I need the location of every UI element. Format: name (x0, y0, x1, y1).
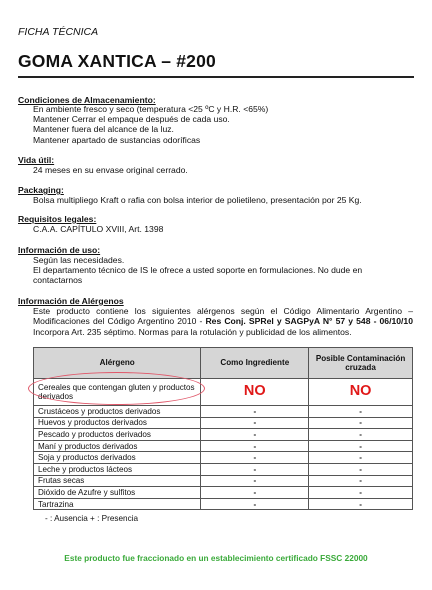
certification-footer: Este producto fue fraccionado en un establecimiento certificado FSSC 22000 (64, 553, 368, 563)
table-row (34, 487, 413, 499)
table-row (34, 452, 413, 464)
table-legend: - : Ausencia + : Presencia (45, 514, 139, 523)
usage-line: Según las necesidades. (33, 255, 125, 265)
table-row (34, 440, 413, 452)
legal-text: C.A.A. CAPÍTULO XVIII, Art. 1398 (33, 224, 164, 234)
shelf-life-text: 24 meses en su envase original cerrado. (33, 165, 188, 175)
doc-type-label: FICHA TÉCNICA (18, 26, 99, 38)
storage-line: Mantener Cerrar el empaque después de cada uso. (33, 114, 230, 125)
usage-line: contactarnos (33, 275, 83, 286)
allergen-name: Frutas secas (34, 475, 201, 487)
allergen-name: Leche y productos lácteos (34, 463, 201, 475)
cross-contamination-value: - (309, 429, 413, 441)
cross-contamination-value: - (309, 406, 413, 418)
allergen-name: Soja y productos derivados (34, 452, 201, 464)
cross-contamination-value: - (309, 440, 413, 452)
cross-contamination-value: - (309, 498, 413, 510)
table-row (34, 463, 413, 475)
page-title: GOMA XANTICA – #200 (18, 51, 216, 71)
col-header-allergen: Alérgeno (34, 348, 201, 379)
allergen-name: Pescado y productos derivados (34, 429, 201, 441)
allergens-intro-text: Incorpora Art. 235 séptimo. Normas para la rotulación y publicidad de los alimentos. (33, 326, 352, 337)
ingredient-value: - (201, 475, 309, 487)
title-divider (18, 76, 414, 78)
cross-contamination-value: NO (309, 379, 413, 406)
table-row (34, 406, 413, 418)
col-header-cross-contamination: Posible Contaminación cruzada (309, 348, 413, 379)
storage-body (33, 104, 268, 145)
packaging-text: Bolsa multipliego Kraft o rafia con bolsa interior de polietileno, presentación por 25 Kg. (33, 195, 362, 205)
storage-line: Mantener fuera del alcance de la luz. (33, 124, 174, 135)
ingredient-value: - (201, 417, 309, 429)
packaging-heading: Packaging: (18, 185, 64, 195)
table-row (34, 498, 413, 510)
storage-line: En ambiente fresco y seco (temperatura <25 ºC y H.R. <65%) (33, 104, 269, 114)
usage-body (33, 255, 362, 286)
gluten-highlight-oval (28, 372, 205, 405)
allergen-name: Dióxido de Azufre y sulfitos (34, 487, 201, 499)
cross-contamination-value: - (309, 487, 413, 499)
allergen-name: Cereales que contengan gluten y productos derivados (34, 379, 201, 406)
ingredient-value: - (201, 452, 309, 464)
ingredient-value: - (201, 498, 309, 510)
allergen-name: Tartrazina (34, 498, 201, 510)
table-row (34, 417, 413, 429)
allergens-heading: Información de Alérgenos (18, 296, 124, 306)
col-header-ingredient: Como Ingrediente (201, 348, 309, 379)
ingredient-value: - (201, 463, 309, 475)
ingredient-value: - (201, 487, 309, 499)
allergens-regulation-ref: Res Conj. SPRel y SAGPyA N° 57 y 548 - 06/10/10 (205, 316, 413, 327)
usage-line: El departamento técnico de IS le ofrece a usted soporte en formulaciones. No dude en (33, 265, 363, 276)
cross-contamination-value: - (309, 463, 413, 475)
ingredient-value: - (201, 440, 309, 452)
cross-contamination-value: - (309, 417, 413, 429)
ingredient-value: - (201, 406, 309, 418)
allergens-intro (33, 306, 413, 337)
storage-heading: Condiciones de Almacenamiento: (18, 95, 156, 105)
usage-heading: Información de uso: (18, 245, 101, 255)
allergen-name: Crustáceos y productos derivados (34, 406, 201, 418)
ingredient-value: NO (201, 379, 309, 406)
allergen-name: Huevos y productos derivados (34, 417, 201, 429)
legal-heading: Requisitos legales: (18, 214, 97, 224)
allergens-table (33, 347, 413, 510)
table-row (34, 475, 413, 487)
storage-line: Mantener apartado de sustancias odoríficas (33, 134, 201, 145)
allergens-intro-text: Este producto contiene los siguientes alérgenos según el Código Alimentario Argentino – Modificaciones del Código Argentino 2010 - (33, 306, 413, 327)
cross-contamination-value: - (309, 475, 413, 487)
allergen-name: Maní y productos derivados (34, 440, 201, 452)
ingredient-value: - (201, 429, 309, 441)
cross-contamination-value: - (309, 452, 413, 464)
shelf-life-heading: Vida útil: (18, 155, 55, 165)
table-row (34, 429, 413, 441)
